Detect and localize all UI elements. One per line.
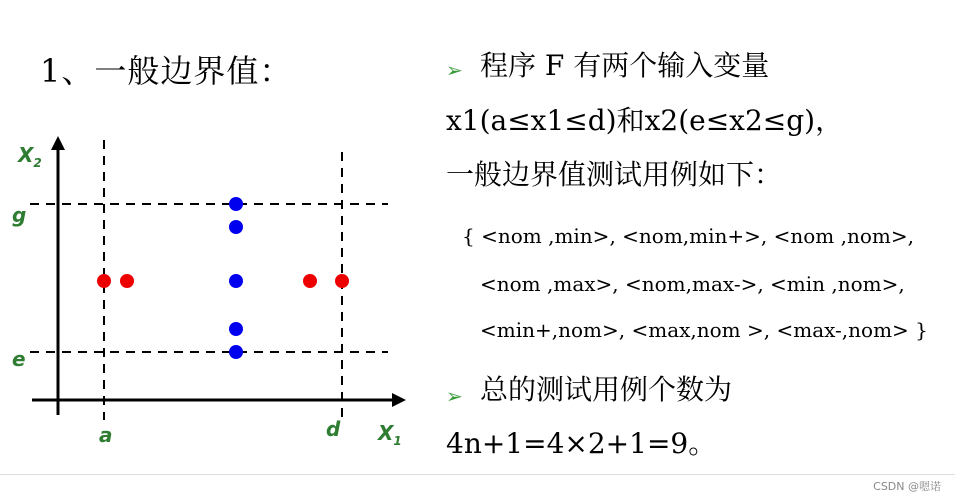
test-point-nom-min xyxy=(229,345,243,359)
test-point-max-nom xyxy=(335,274,349,288)
arrow-bullet-icon-2: ➢ xyxy=(446,384,463,408)
x-axis-label: $X_1$ xyxy=(378,421,402,448)
text-line-3: 一般边界值测试用例如下： xyxy=(446,158,783,191)
test-point-max-minus-nom xyxy=(303,274,317,288)
arrow-bullet-icon: ➢ xyxy=(446,58,463,82)
test-cases-line-1: { <nom ,min>, <nom,min+>, <nom ,nom>, xyxy=(462,224,914,248)
boundary-diagram xyxy=(0,130,420,460)
y-axis-arrow xyxy=(51,136,65,150)
text-line-5: 4n+1=4×2+1=9。 xyxy=(446,427,717,460)
slide-title: 1、一般边界值： xyxy=(40,52,293,90)
tick-label-d: d xyxy=(326,417,341,441)
text-line-4: 总的测试用例个数为 xyxy=(480,373,733,406)
test-point-nom-nom xyxy=(229,274,243,288)
text-line-2: x1(a≤x1≤d)和x2(e≤x2≤g)， xyxy=(446,104,844,137)
text-line-1: 程序 F 有两个输入变量 xyxy=(480,49,770,82)
tick-label-a: a xyxy=(99,423,113,447)
x-axis-arrow xyxy=(392,393,406,407)
watermark: CSDN @嗯诺 xyxy=(873,480,941,493)
test-point-nom-max xyxy=(229,197,243,211)
test-point-nom-max-minus xyxy=(229,220,243,234)
tick-label-g: g xyxy=(12,203,27,227)
test-cases-line-3: <min+,nom>, <max,nom >, <max-,nom> } xyxy=(480,318,928,342)
test-point-nom-min-plus xyxy=(229,322,243,336)
test-point-min-nom xyxy=(97,274,111,288)
y-axis-label: $X_2$ xyxy=(18,143,42,170)
test-point-min-plus-nom xyxy=(120,274,134,288)
tick-label-e: e xyxy=(12,347,26,371)
test-cases-line-2: <nom ,max>, <nom,max->, <min ,nom>, xyxy=(480,272,905,296)
